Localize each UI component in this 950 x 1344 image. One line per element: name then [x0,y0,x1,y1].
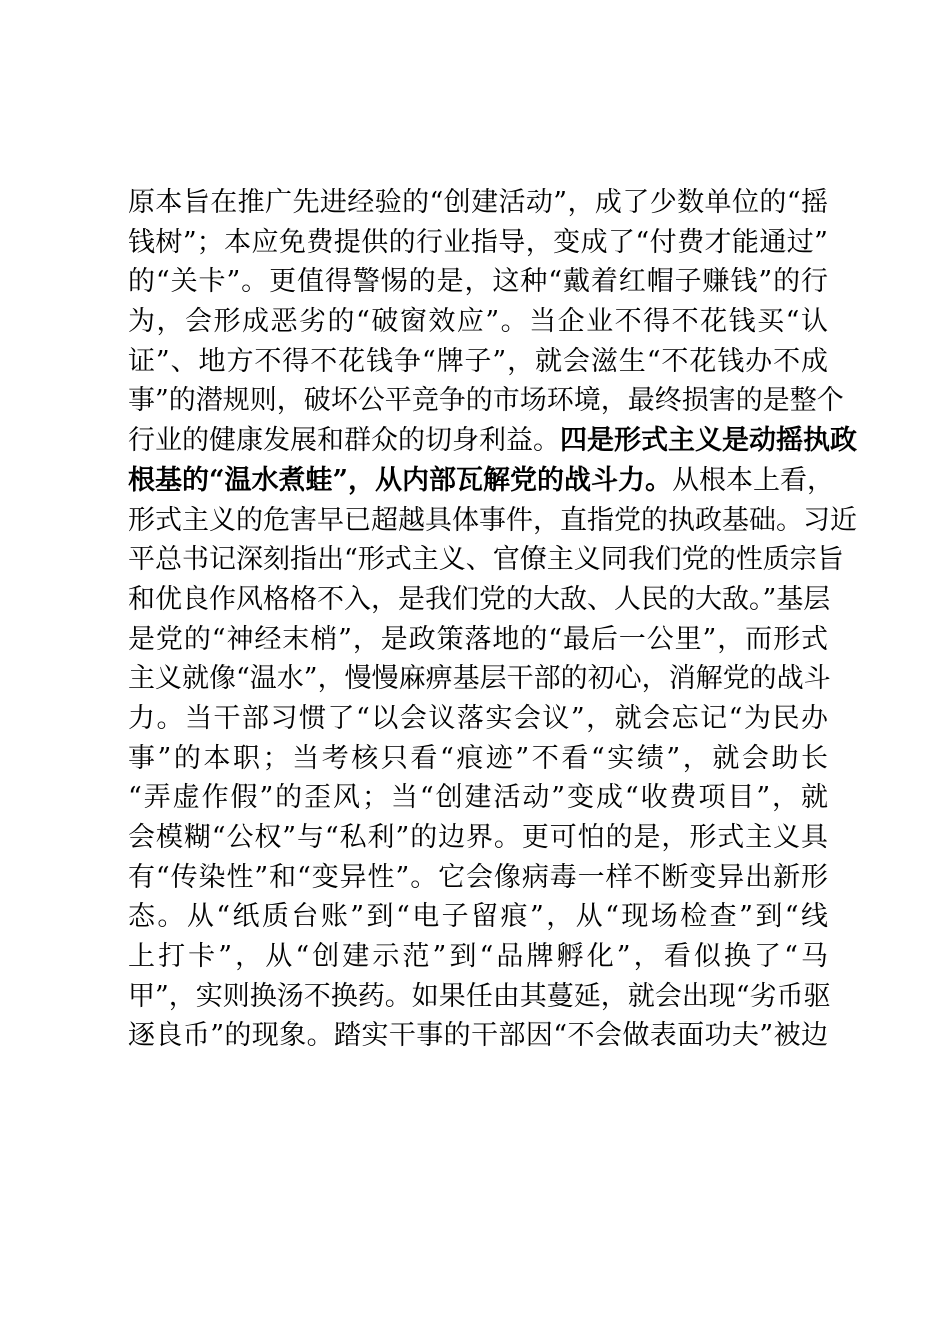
text-line-3: 的“关卡”。更值得警惕的是，这种“戴着红帽子赚钱”的行 [128,266,828,298]
section-heading-part-1: 四是形式主义是动摇执政 [560,425,857,457]
text-line-7 [128,421,857,461]
text-line-17: 会模糊“公权”与“私利”的边界。更可怕的是，形式主义具 [128,822,828,853]
text-line-1: 原本旨在推广先进经验的“创建活动”，成了少数单位的“摇 [128,187,828,218]
text-line-19: 态。从“纸质台账”到“电子留痕”，从“现场检查”到“线 [128,901,828,933]
section-heading-part-2: 根基的“温水煮蛙”，从内部瓦解党的战斗力。 [128,464,673,496]
text-line-7-plain: 行业的健康发展和群众的切身利益。 [128,425,560,457]
text-line-4: 为，会形成恶劣的“破窗效应”。当企业不得不花钱买“认 [128,306,828,338]
text-line-22: 逐良币”的现象。踏实干事的干部因“不会做表面功夫”被边 [128,1020,828,1052]
text-line-9: 形式主义的危害早已超越具体事件，直指党的执政基础。习近 [128,504,857,536]
text-line-21: 甲”，实则换汤不换药。如果任由其蔓延，就会出现“劣币驱 [128,980,831,1012]
text-line-20: 上打卡”，从“创建示范”到“品牌孵化”，看似换了“马 [128,941,828,973]
text-line-8-plain: 从根本上看， [672,464,835,496]
text-line-6: 事”的潜规则，破坏公平竞争的市场环境，最终损害的是整个 [128,385,844,417]
text-line-10: 平总书记深刻指出“形式主义、官僚主义同我们党的性质宗旨 [128,544,844,576]
text-line-16: “弄虚作假”的歪风；当“创建活动”变成“收费项目”，就 [128,782,828,814]
body-text [128,183,857,1056]
text-line-13: 主义就像“温水”，慢慢麻痹基层干部的初心，消解党的战斗 [128,663,831,695]
text-line-15: 事”的本职；当考核只看“痕迹”不看“实绩”，就会助长 [128,742,828,774]
text-line-18: 有“传染性”和“变异性”。它会像病毒一样不断变异出新形 [128,861,828,893]
text-line-11: 和优良作风格格不入，是我们党的大敌、人民的大敌。”基层 [128,583,831,615]
text-line-8 [128,461,835,501]
text-line-5: 证”、地方不得不花钱争“牌子”，就会滋生“不花钱办不成 [128,345,828,377]
text-line-2: 钱树”；本应免费提供的行业指导，变成了“付费才能通过” [128,226,828,258]
text-line-12: 是党的“神经末梢”，是政策落地的“最后一公里”，而形式 [128,623,828,655]
text-line-14: 力。当干部习惯了“以会议落实会议”，就会忘记“为民办 [128,702,828,734]
